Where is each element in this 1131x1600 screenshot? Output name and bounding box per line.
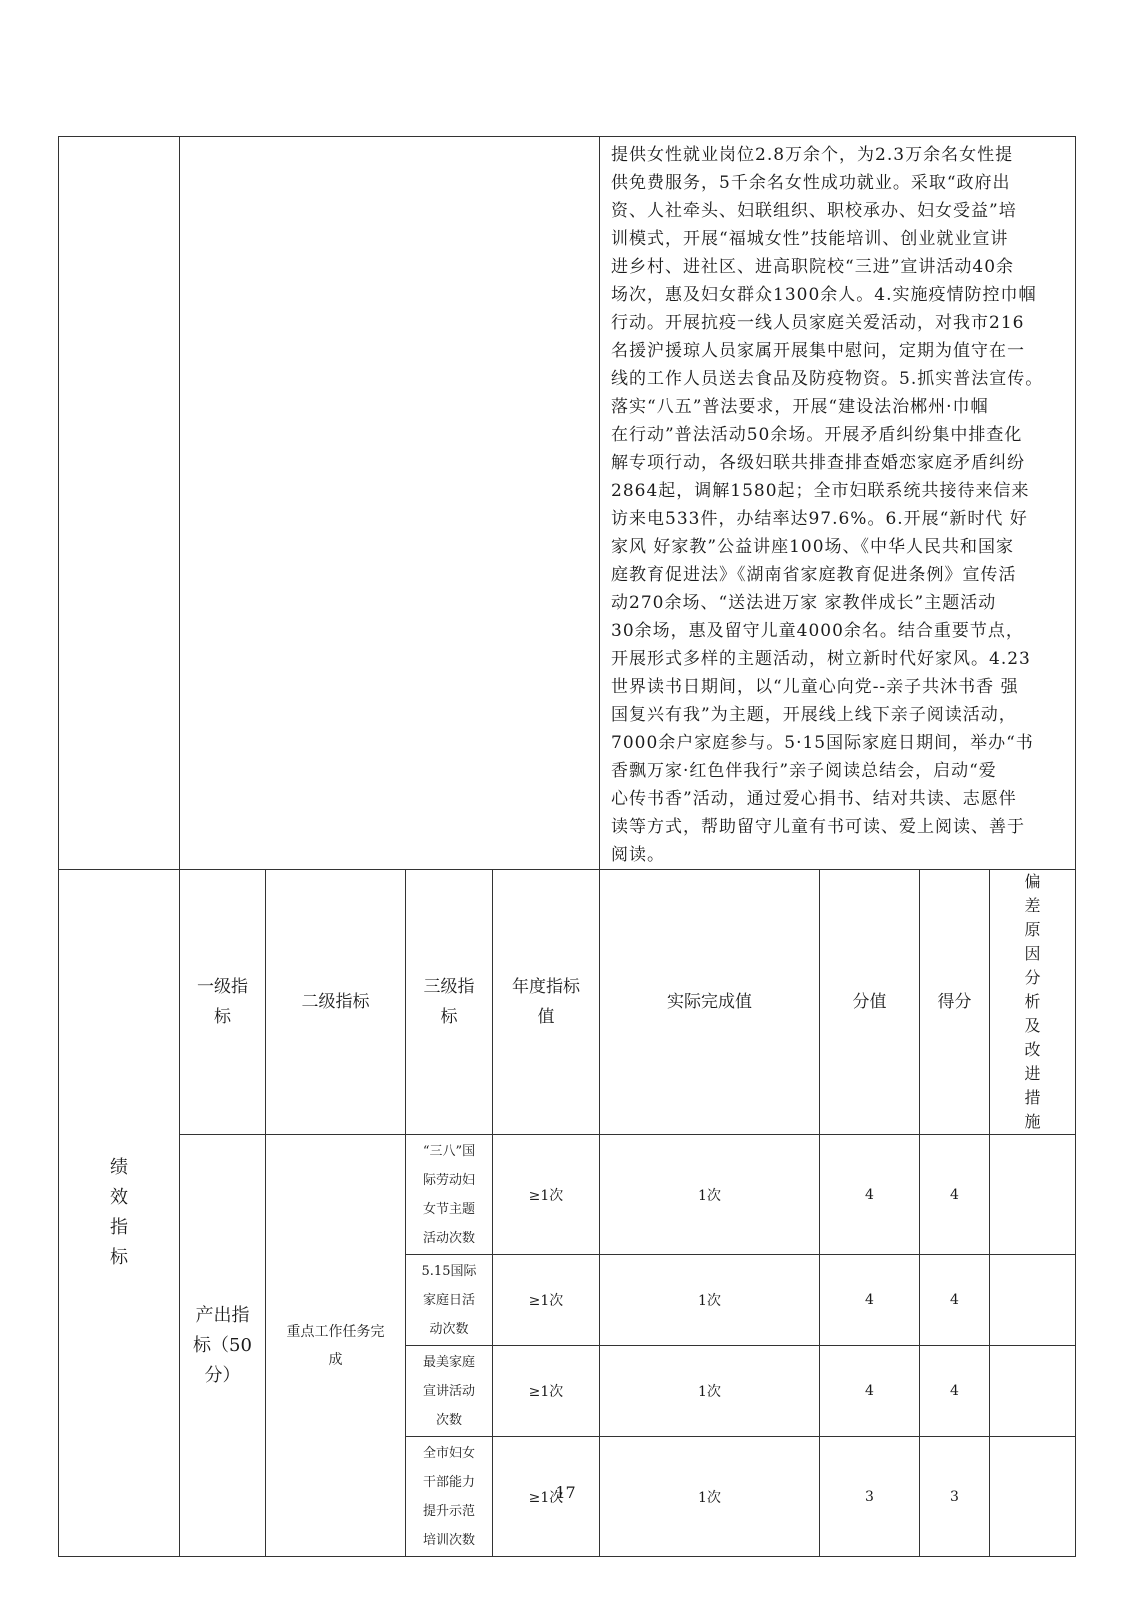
level2-key-tasks: 重点工作任务完 成 — [266, 1135, 406, 1557]
narrative-line: 访来电533件，办结率达97.6%。6.开展“新时代 好 — [611, 509, 1028, 529]
narrative-line: 2864起，调解1580起；全市妇联系统共接待来信来 — [611, 481, 1030, 501]
narrative-line: 资、人社牵头、妇联组织、职校承办、妇女受益”培 — [611, 201, 1017, 221]
empty-cell — [180, 137, 600, 870]
narrative-line: 庭教育促进法》《湖南省家庭教育促进条例》宣传活 — [611, 565, 1017, 585]
score-cell: 4 — [920, 1346, 990, 1437]
weight-cell: 3 — [820, 1437, 920, 1557]
deviation-cell — [990, 1135, 1076, 1255]
narrative-text — [600, 137, 1075, 869]
actual-cell: 1次 — [600, 1346, 820, 1437]
weight-cell: 4 — [820, 1255, 920, 1346]
header-annual-target: 年度指标 值 — [493, 870, 600, 1135]
narrative-line: 动270余场、“送法进万家 家教伴成长”主题活动 — [611, 593, 997, 613]
narrative-line: 国复兴有我”为主题，开展线上线下亲子阅读活动， — [611, 705, 1017, 725]
header-deviation: 偏 差 原 因 分 析 及 改 进 措 施 — [990, 870, 1076, 1135]
header-level3: 三级指 标 — [406, 870, 493, 1135]
narrative-line: 提供女性就业岗位2.8万余个，为2.3万余名女性提 — [611, 145, 1014, 165]
narrative-line: 行动。开展抗疫一线人员家庭关爱活动，对我市216 — [611, 313, 1025, 333]
deviation-cell — [990, 1255, 1076, 1346]
table-row — [59, 1135, 1076, 1255]
level3-cell: 最美家庭 宣讲活动 次数 — [406, 1346, 493, 1437]
actual-cell: 1次 — [600, 1135, 820, 1255]
score-cell: 4 — [920, 1255, 990, 1346]
narrative-line: 供免费服务，5千余名女性成功就业。采取“政府出 — [611, 173, 1011, 193]
narrative-line: 开展形式多样的主题活动，树立新时代好家风。4.23 — [611, 649, 1031, 669]
header-actual: 实际完成值 — [600, 870, 820, 1135]
narrative-cell — [600, 137, 1076, 870]
narrative-line: 家风 好家教”公益讲座100场、《中华人民共和国家 — [611, 537, 1015, 557]
narrative-row — [59, 137, 1076, 870]
narrative-line: 线的工作人员送去食品及防疫物资。5.抓实普法宣传。 — [611, 369, 1044, 389]
narrative-line: 训模式，开展“福城女性”技能培训、创业就业宣讲 — [611, 229, 1009, 249]
target-cell: ≥1次 — [493, 1135, 600, 1255]
narrative-line: 落实“八五”普法要求，开展“建设法治郴州·巾帼 — [611, 397, 989, 417]
performance-table — [58, 136, 1076, 1557]
target-cell: ≥1次 — [493, 1437, 600, 1557]
level1-output-indicator: 产出指 标（50 分） — [180, 1135, 266, 1557]
actual-cell: 1次 — [600, 1255, 820, 1346]
narrative-line: 读等方式，帮助留守儿童有书可读、爱上阅读、善于 — [611, 817, 1025, 837]
level3-cell: “三八”国 际劳动妇 女节主题 活动次数 — [406, 1135, 493, 1255]
header-level2: 二级指标 — [266, 870, 406, 1135]
weight-cell: 4 — [820, 1346, 920, 1437]
deviation-cell — [990, 1346, 1076, 1437]
header-score: 得分 — [920, 870, 990, 1135]
narrative-line: 进乡村、进社区、进高职院校“三进”宣讲活动40余 — [611, 257, 1015, 277]
header-level1: 一级指 标 — [180, 870, 266, 1135]
narrative-line: 30余场，惠及留守儿童4000余名。结合重要节点， — [611, 621, 1024, 641]
target-cell: ≥1次 — [493, 1346, 600, 1437]
header-row — [59, 870, 1076, 1135]
header-weight: 分值 — [820, 870, 920, 1135]
performance-indicator-label: 绩 效 指 标 — [59, 870, 180, 1557]
narrative-line: 名援沪援琼人员家属开展集中慰问，定期为值守在一 — [611, 341, 1025, 361]
level3-cell: 全市妇女 干部能力 提升示范 培训次数 — [406, 1437, 493, 1557]
empty-cell — [59, 137, 180, 870]
score-cell: 4 — [920, 1135, 990, 1255]
level3-cell: 5.15国际 家庭日活 动次数 — [406, 1255, 493, 1346]
target-cell: ≥1次 — [493, 1255, 600, 1346]
actual-cell: 1次 — [600, 1437, 820, 1557]
narrative-line: 阅读。 — [611, 845, 665, 865]
narrative-line: 香飘万家·红色伴我行”亲子阅读总结会，启动“爱 — [611, 761, 997, 781]
weight-cell: 4 — [820, 1135, 920, 1255]
narrative-line: 7000余户家庭参与。5·15国际家庭日期间，举办“书 — [611, 733, 1034, 753]
narrative-line: 世界读书日期间，以“儿童心向党--亲子共沐书香 强 — [611, 677, 1019, 697]
narrative-line: 心传书香”活动，通过爱心捐书、结对共读、志愿伴 — [611, 789, 1017, 809]
page-number: 17 — [555, 1483, 576, 1502]
narrative-line: 在行动”普法活动50余场。开展矛盾纠纷集中排查化 — [611, 425, 1023, 445]
score-cell: 3 — [920, 1437, 990, 1557]
narrative-line: 解专项行动，各级妇联共排查排查婚恋家庭矛盾纠纷 — [611, 453, 1025, 473]
narrative-line: 场次，惠及妇女群众1300余人。4.实施疫情防控巾帼 — [611, 285, 1037, 305]
